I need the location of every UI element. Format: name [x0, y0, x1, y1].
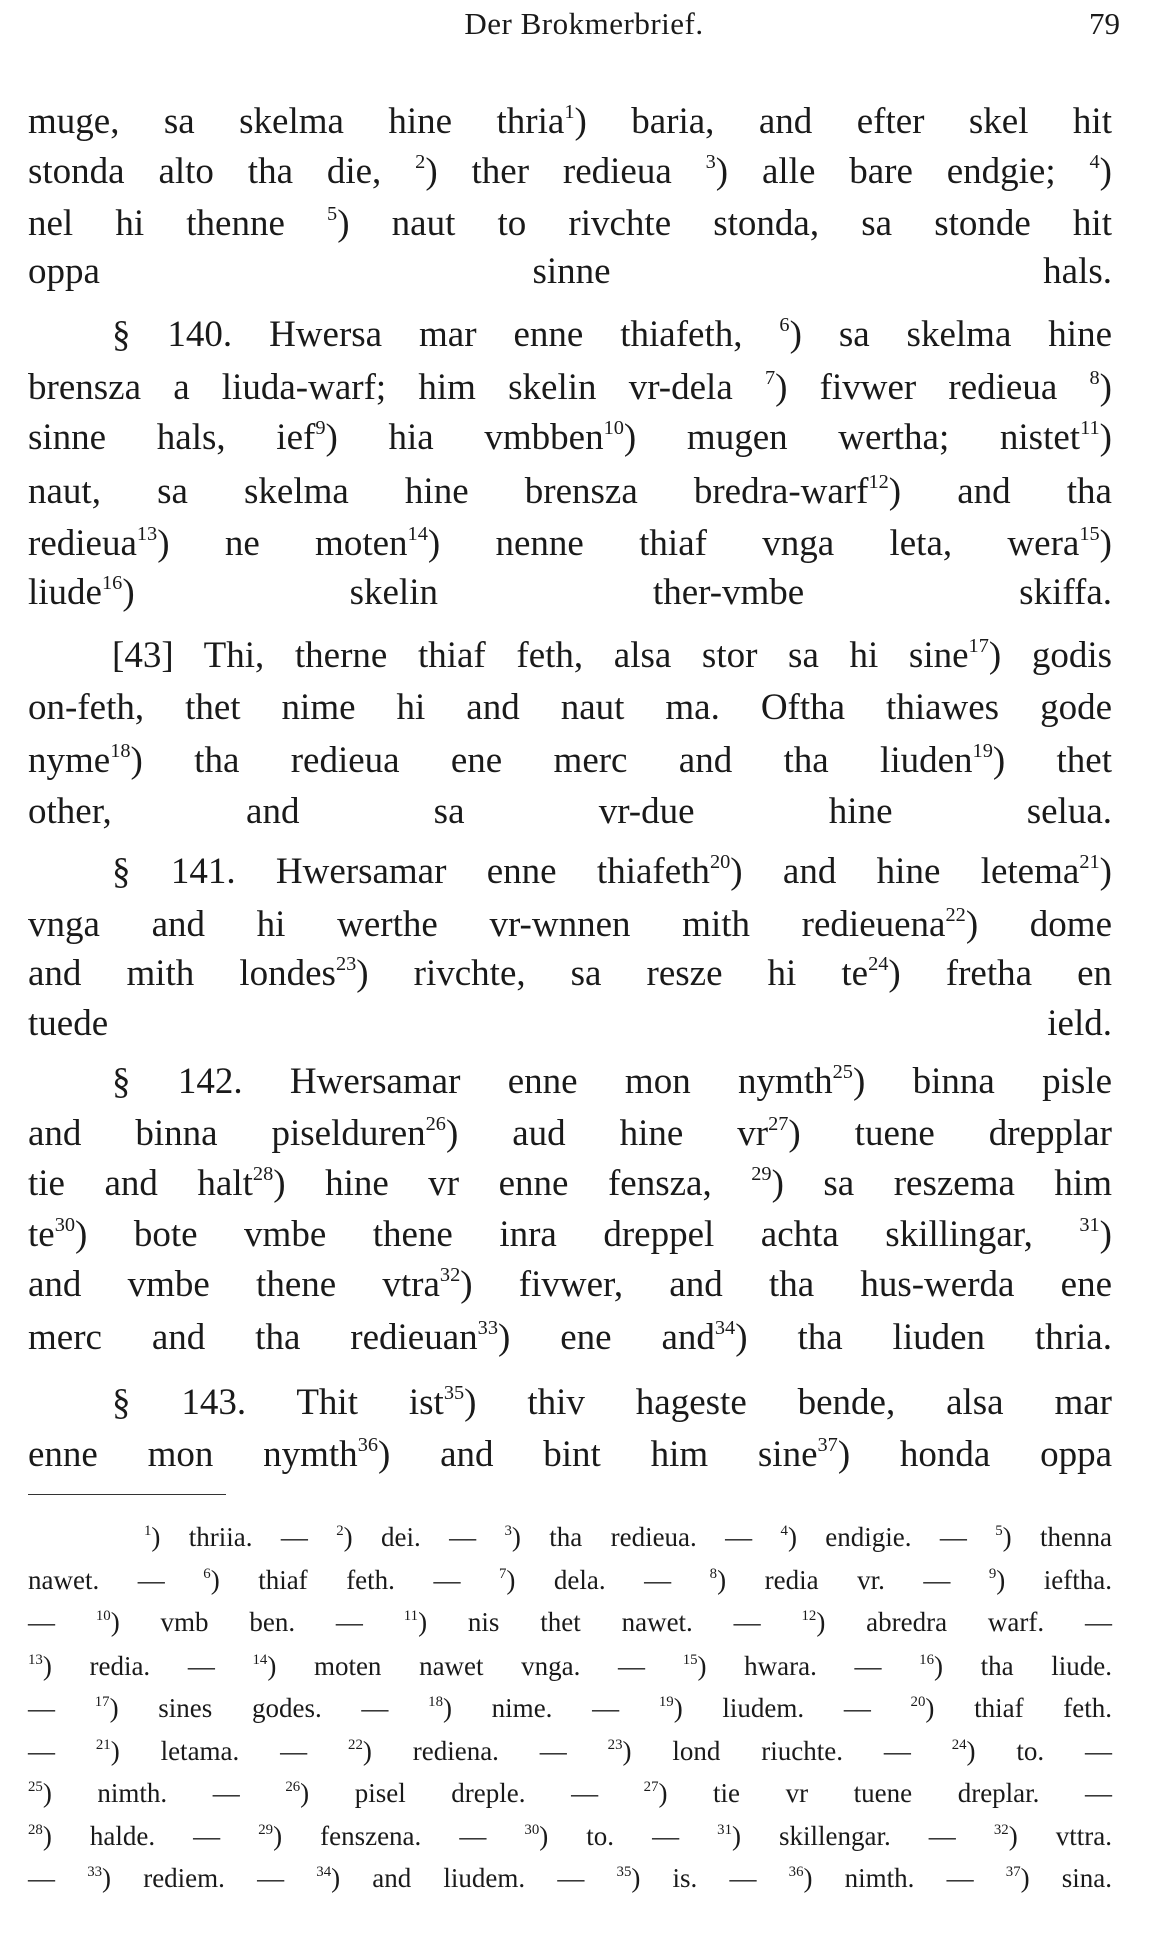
footnote-marker: 22 — [348, 1736, 363, 1753]
text-segment: oppa sinne hals. — [28, 251, 1112, 292]
footnote-marker: 8 — [1089, 366, 1100, 389]
text-segment: merc and tha redieuan — [28, 1317, 478, 1358]
text-line — [112, 1060, 1112, 1104]
footnote-marker: 37 — [817, 1433, 838, 1456]
footnote-marker: 29 — [258, 1821, 274, 1838]
text-segment: ) honda oppa — [837, 1434, 1113, 1475]
footnote-marker: 26 — [425, 1112, 446, 1135]
text-line — [28, 952, 1112, 996]
footnote-line — [28, 1776, 1112, 1810]
text-line — [28, 1112, 1112, 1156]
text-segment: ) sina. — [1020, 1863, 1113, 1893]
footnote-marker: 20 — [910, 1693, 926, 1710]
footnote-marker: 15 — [682, 1651, 698, 1668]
footnote-marker: 12 — [801, 1607, 817, 1624]
text-line — [28, 686, 1112, 730]
footnote-marker: 13 — [28, 1651, 43, 1668]
text-line — [28, 1213, 1112, 1257]
text-line — [112, 313, 1112, 357]
text-segment: ) vttra. — [1008, 1821, 1112, 1851]
text-line — [28, 470, 1112, 514]
footnote-marker: 17 — [968, 634, 989, 657]
footnote-marker: 23 — [607, 1736, 623, 1753]
footnote-marker: 2 — [415, 150, 426, 173]
footnote-marker: 11 — [403, 1607, 419, 1624]
footnote-marker: 21 — [95, 1736, 111, 1753]
text-segment: nel hi thenne — [28, 203, 328, 244]
footnote-line — [28, 1563, 1112, 1597]
text-segment: ) to. — — [539, 1821, 718, 1851]
text-segment: [43] Thi, therne thiaf feth, alsa stor sa hi sine — [112, 635, 969, 676]
footnote-marker: 7 — [498, 1565, 507, 1582]
text-segment: naut, sa skelma hine brensza bredra-warf — [28, 471, 869, 512]
text-segment: ) rediena. — — [362, 1736, 608, 1766]
footnote-marker: 20 — [709, 850, 731, 873]
text-line — [28, 100, 1112, 144]
footnote-marker: 3 — [504, 1522, 512, 1539]
text-segment: ) abredra warf. — — [816, 1607, 1112, 1637]
text-segment: ) tha liuden thria. — [735, 1317, 1112, 1358]
text-segment: redieua — [28, 523, 137, 564]
footnote-marker: 31 — [1079, 1213, 1100, 1236]
text-segment: ) dei. — — [343, 1522, 505, 1552]
footnote-marker: 31 — [717, 1821, 732, 1838]
footnote-marker: 24 — [868, 952, 889, 975]
footnote-marker: 5 — [327, 202, 338, 225]
text-segment: ) is. — — [631, 1863, 789, 1893]
text-segment: ) rediem. — — [102, 1863, 317, 1893]
text-line — [28, 150, 1112, 194]
text-segment: ) nenne thiaf vnga leta, wera — [427, 523, 1080, 564]
text-segment: ) sines godes. — — [109, 1693, 429, 1723]
footnote-line — [28, 1819, 1112, 1853]
page-number: 79 — [1089, 6, 1120, 41]
text-segment: ) liudem. — — [673, 1693, 911, 1723]
footnote-marker: 16 — [919, 1651, 935, 1668]
text-segment: brensza a liuda-warf; him skelin vr-dela — [28, 367, 765, 408]
text-segment: ) hine vr enne fensza, — [273, 1163, 752, 1204]
text-segment: ) sa reszema him — [771, 1163, 1112, 1204]
text-segment: ) sa skelma hine — [789, 314, 1112, 355]
text-segment: ) nime. — — [442, 1693, 659, 1723]
text-segment: ) thiaf feth. — — [210, 1565, 499, 1595]
footnote-marker: 19 — [658, 1693, 674, 1710]
text-segment: ) fivwer redieua — [775, 367, 1090, 408]
footnote-marker: 30 — [54, 1213, 76, 1236]
text-line — [28, 416, 1112, 460]
text-line — [28, 1162, 1112, 1206]
text-line — [28, 1433, 1112, 1477]
text-line — [28, 250, 1112, 294]
footnote-marker: 25 — [832, 1060, 853, 1083]
footnote-marker: 27 — [643, 1778, 659, 1795]
text-segment: ) bote vmbe thene inra dreppel achta skillingar, — [75, 1214, 1080, 1255]
text-segment: ) and tha — [888, 471, 1112, 512]
text-segment: § 140. Hwersa mar enne thiafeth, — [112, 314, 780, 355]
footnote-marker: 35 — [443, 1381, 465, 1404]
footnote-marker: 9 — [988, 1565, 997, 1582]
footnote-marker: 8 — [709, 1565, 718, 1582]
text-segment: muge, sa skelma hine thria — [28, 101, 565, 142]
text-segment: ) endigie. — — [787, 1522, 996, 1552]
text-segment: ) and bint him sine — [378, 1434, 818, 1475]
text-segment: ) tuene drepplar — [788, 1113, 1112, 1154]
text-segment: ) dome — [965, 904, 1113, 945]
footnote-marker: 1 — [564, 100, 575, 123]
footnote-marker: 34 — [714, 1316, 736, 1339]
text-segment: nyme — [28, 740, 111, 781]
footnote-marker: 28 — [28, 1821, 43, 1838]
footnote-line — [144, 1520, 1112, 1554]
text-segment: liude — [28, 572, 102, 613]
text-segment: other, and sa vr-due hine selua. — [28, 791, 1112, 832]
footnote-line — [28, 1734, 1112, 1768]
text-segment: ) to. — — [966, 1736, 1113, 1766]
footnote-divider — [28, 1494, 226, 1495]
text-segment: ) tha liude. — [934, 1651, 1113, 1681]
text-segment: ) fivwer, and tha hus-werda ene — [460, 1264, 1112, 1305]
footnote-marker: 3 — [705, 150, 716, 173]
text-line — [28, 790, 1112, 834]
footnote-marker: 19 — [972, 739, 993, 762]
footnote-marker: 11 — [1080, 416, 1100, 439]
text-segment: ) — [1099, 151, 1112, 192]
footnote-marker: 37 — [1005, 1863, 1021, 1880]
text-segment: and binna piselduren — [28, 1113, 426, 1154]
text-segment: ) — [1099, 417, 1112, 458]
text-segment: and mith londes — [28, 953, 336, 994]
text-line — [28, 571, 1112, 615]
text-segment: ) nimth. — — [42, 1778, 286, 1808]
footnote-marker: 23 — [335, 952, 357, 975]
footnote-marker: 14 — [407, 522, 428, 545]
footnote-marker: 1 — [144, 1522, 152, 1539]
text-segment: on-feth, thet nime hi and naut ma. Oftha thiawes gode — [28, 687, 1112, 728]
text-line — [28, 366, 1112, 410]
text-segment: ) tha redieua ene merc and tha liuden — [130, 740, 973, 781]
text-segment: ) tie vr tuene dreplar. — — [658, 1778, 1112, 1808]
footnote-marker: 13 — [136, 522, 158, 545]
text-segment: ) ne moten — [157, 523, 408, 564]
footnote-marker: 33 — [87, 1863, 103, 1880]
text-segment: ) lond riuchte. — — [622, 1736, 952, 1766]
footnote-marker: 7 — [764, 366, 776, 389]
text-line — [112, 850, 1112, 894]
text-line — [28, 1002, 1112, 1046]
footnote-marker: 21 — [1079, 850, 1100, 873]
text-line — [28, 739, 1112, 783]
footnote-marker: 25 — [28, 1778, 43, 1795]
text-segment: ) baria, and efter skel hit — [574, 101, 1112, 142]
text-segment: nawet. — — [28, 1565, 204, 1595]
text-segment: tuede ield. — [28, 1003, 1112, 1044]
footnote-marker: 36 — [357, 1433, 379, 1456]
text-segment: ) mugen wertha; nistet — [623, 417, 1081, 458]
text-segment: ) binna pisle — [852, 1061, 1112, 1102]
text-segment: — — [28, 1607, 96, 1637]
footnote-marker: 14 — [252, 1651, 268, 1668]
text-segment: ) and liudem. — — [331, 1863, 617, 1893]
text-segment: ) ther redieua — [425, 151, 706, 192]
text-segment: ) alle bare endgie; — [715, 151, 1090, 192]
text-segment: tie and halt — [28, 1163, 253, 1204]
footnote-marker: 35 — [616, 1863, 632, 1880]
text-segment: ) fenszena. — — [273, 1821, 525, 1851]
text-segment: ) dela. — — [506, 1565, 710, 1595]
footnote-marker: 6 — [779, 313, 790, 336]
text-segment: § 142. Hwersamar enne mon nymth — [112, 1061, 833, 1102]
text-line — [112, 1381, 1112, 1425]
text-segment: ) moten nawet vnga. — — [267, 1651, 683, 1681]
text-segment: sinne hals, ief — [28, 417, 316, 458]
text-segment: ) fretha en — [888, 953, 1112, 994]
text-segment: ) nis thet nawet. — — [418, 1607, 802, 1637]
running-title: Der Brokmerbrief. — [464, 6, 704, 41]
footnote-marker: 12 — [868, 470, 889, 493]
footnote-marker: 28 — [252, 1162, 274, 1185]
text-segment: ) redia. — — [42, 1651, 253, 1681]
text-segment: ) godis — [988, 635, 1113, 676]
text-segment: ) thiaf feth. — [925, 1693, 1113, 1723]
text-segment: ) tha redieua. — — [511, 1522, 781, 1552]
text-line — [28, 903, 1112, 947]
footnote-marker: 4 — [1089, 150, 1100, 173]
text-line — [112, 634, 1112, 678]
text-segment: enne mon nymth — [28, 1434, 358, 1475]
footnote-marker: 18 — [110, 739, 131, 762]
footnote-marker: 10 — [95, 1607, 111, 1624]
footnote-marker: 5 — [995, 1522, 1003, 1539]
text-segment: § 143. Thit ist — [112, 1382, 444, 1423]
text-segment: ) hia vmbben — [325, 417, 604, 458]
footnote-marker: 15 — [1079, 522, 1100, 545]
footnote-marker: 29 — [751, 1162, 772, 1185]
text-line — [28, 1263, 1112, 1307]
text-segment: ) nimth. — — [803, 1863, 1006, 1893]
footnote-marker: 24 — [951, 1736, 967, 1753]
footnote-marker: 2 — [336, 1522, 344, 1539]
text-segment: — — [28, 1736, 96, 1766]
text-segment: ) thriia. — — [151, 1522, 337, 1552]
text-segment: ) thiv hageste bende, alsa mar — [464, 1382, 1113, 1423]
text-segment: ) skillengar. — — [731, 1821, 994, 1851]
footnote-marker: 32 — [439, 1263, 461, 1286]
footnote-marker: 26 — [285, 1778, 301, 1795]
text-segment: ) hwara. — — [697, 1651, 920, 1681]
footnote-marker: 10 — [603, 416, 624, 439]
text-line — [28, 1316, 1112, 1360]
text-segment: ) halde. — — [42, 1821, 259, 1851]
footnote-line — [28, 1605, 1112, 1639]
text-segment: ) vmb ben. — — [110, 1607, 404, 1637]
text-segment: ) ene and — [497, 1317, 715, 1358]
footnote-marker: 4 — [780, 1522, 788, 1539]
text-segment: ) rivchte, sa resze hi te — [356, 953, 869, 994]
footnote-marker: 9 — [315, 416, 326, 439]
footnote-marker: 27 — [768, 1112, 789, 1135]
text-segment: stonda alto tha die, — [28, 151, 416, 192]
text-segment: ) redia vr. — — [717, 1565, 989, 1595]
footnote-line — [28, 1649, 1112, 1683]
footnote-line — [28, 1691, 1112, 1725]
text-segment: — — [28, 1863, 88, 1893]
footnote-marker: 33 — [477, 1316, 498, 1339]
footnote-marker: 30 — [524, 1821, 540, 1838]
text-segment: ) letama. — — [110, 1736, 349, 1766]
text-segment: ) naut to rivchte stonda, sa stonde hit — [337, 203, 1112, 244]
text-segment: ) — [1099, 851, 1112, 892]
text-segment: ) thet — [992, 740, 1112, 781]
footnote-marker: 34 — [316, 1863, 332, 1880]
text-segment: § 141. Hwersamar enne thiafeth — [112, 851, 710, 892]
text-segment: ) ieftha. — [996, 1565, 1113, 1595]
text-segment: ) aud hine vr — [445, 1113, 769, 1154]
text-segment: ) and hine letema — [730, 851, 1080, 892]
text-segment: vnga and hi werthe vr-wnnen mith redieuena — [28, 904, 946, 945]
text-segment: ) — [1099, 1214, 1112, 1255]
footnote-marker: 36 — [788, 1863, 804, 1880]
footnote-marker: 17 — [94, 1693, 110, 1710]
text-line — [28, 202, 1112, 246]
footnote-marker: 22 — [945, 903, 966, 926]
footnote-marker: 32 — [993, 1821, 1009, 1838]
footnote-marker: 6 — [203, 1565, 211, 1582]
text-segment: ) — [1099, 367, 1112, 408]
text-line — [28, 522, 1112, 566]
footnote-marker: 16 — [101, 571, 123, 594]
text-segment: ) skelin ther-vmbe skiffa. — [122, 572, 1112, 613]
text-segment: ) — [1099, 523, 1112, 564]
text-segment: ) pisel dreple. — — [300, 1778, 644, 1808]
footnote-marker: 18 — [428, 1693, 443, 1710]
text-segment: and vmbe thene vtra — [28, 1264, 440, 1305]
footnote-line — [28, 1861, 1112, 1895]
text-segment: ) thenna — [1002, 1522, 1112, 1552]
text-segment: — — [28, 1693, 95, 1723]
text-segment: te — [28, 1214, 55, 1255]
